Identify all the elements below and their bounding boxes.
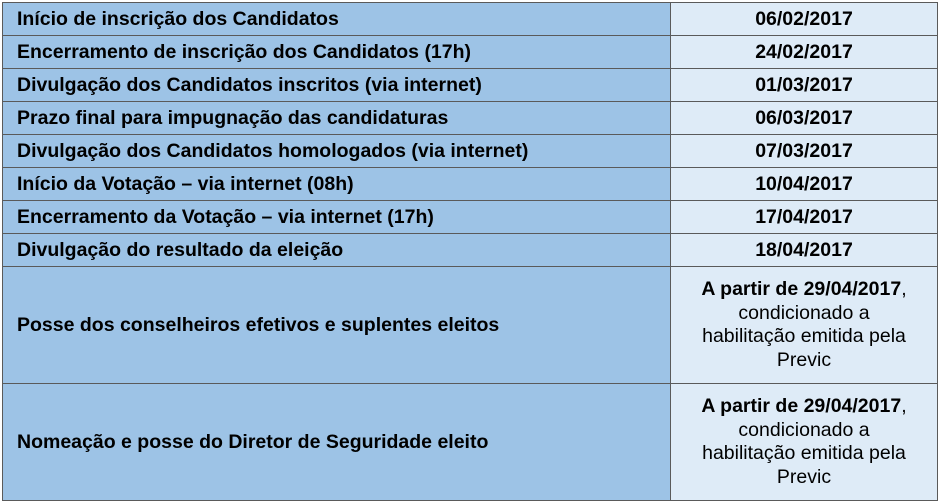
schedule-table (2, 2, 938, 501)
event-cell: Posse dos conselheiros efetivos e suplentes eleitos (3, 267, 671, 384)
date-comma: , (901, 278, 907, 300)
table-row (3, 234, 938, 267)
date-note-line: habilitação emitida pela (702, 442, 906, 464)
event-cell: Prazo final para impugnação das candidaturas (3, 102, 671, 135)
table-row (3, 69, 938, 102)
table-row (3, 168, 938, 201)
date-cell: 07/03/2017 (671, 135, 938, 168)
date-cell (671, 267, 938, 384)
date-lead: A partir de 29/04/2017 (701, 278, 902, 300)
event-cell: Divulgação dos Candidatos inscritos (via internet) (3, 69, 671, 102)
date-note-line: condicionado a (738, 418, 870, 441)
date-cell: 17/04/2017 (671, 201, 938, 234)
date-comma: , (901, 395, 907, 417)
table-row (3, 267, 938, 384)
date-line (675, 395, 933, 419)
table-row (3, 3, 938, 36)
table-row (3, 201, 938, 234)
date-cell: 18/04/2017 (671, 234, 938, 267)
event-cell: Divulgação dos Candidatos homologados (via internet) (3, 135, 671, 168)
date-cell: 06/02/2017 (671, 3, 938, 36)
date-cell: 06/03/2017 (671, 102, 938, 135)
table-row (3, 102, 938, 135)
date-cell (671, 384, 938, 501)
date-cell: 10/04/2017 (671, 168, 938, 201)
date-line (675, 278, 933, 302)
date-note-line: Previc (776, 465, 832, 488)
event-cell: Nomeação e posse do Diretor de Seguridade eleito (3, 384, 671, 501)
event-cell: Início de inscrição dos Candidatos (3, 3, 671, 36)
table-row (3, 384, 938, 501)
table-row (3, 135, 938, 168)
date-lead: A partir de 29/04/2017 (701, 395, 902, 417)
date-note-line: condicionado a (738, 301, 870, 324)
date-note-line: habilitação emitida pela (702, 325, 906, 347)
table-row (3, 36, 938, 69)
date-cell: 01/03/2017 (671, 69, 938, 102)
date-note-line: Previc (776, 348, 832, 371)
event-cell: Encerramento da Votação – via internet (17h) (3, 201, 671, 234)
event-cell: Encerramento de inscrição dos Candidatos (17h) (3, 36, 671, 69)
event-cell: Divulgação do resultado da eleição (3, 234, 671, 267)
date-cell: 24/02/2017 (671, 36, 938, 69)
event-cell: Início da Votação – via internet (08h) (3, 168, 671, 201)
